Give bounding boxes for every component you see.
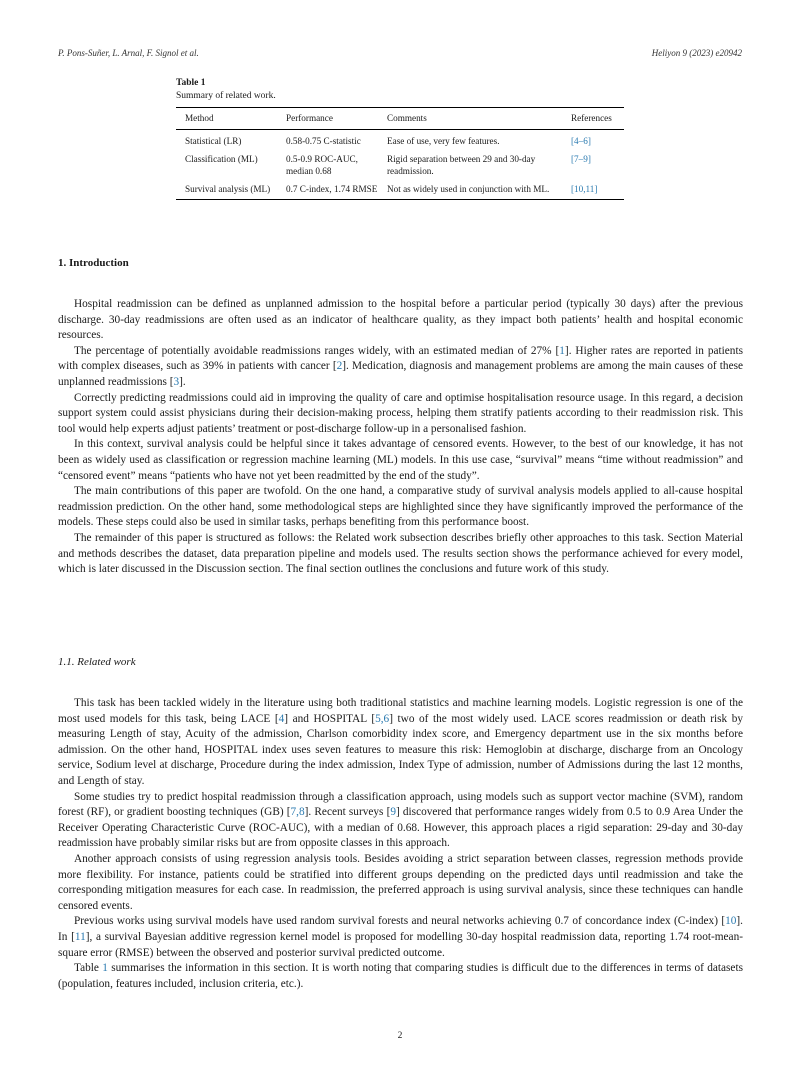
subsection-heading-related-work: 1.1. Related work: [58, 656, 136, 668]
reference-link[interactable]: [7–9]: [571, 154, 591, 164]
citation-link[interactable]: 11: [74, 930, 86, 943]
citation-link[interactable]: 2: [336, 360, 343, 373]
col-performance: Performance: [286, 113, 333, 123]
table-row: [176, 150, 624, 180]
table-header-row: [176, 108, 624, 130]
section-heading-introduction: 1. Introduction: [58, 257, 129, 269]
col-references: References: [571, 113, 612, 123]
citation-link[interactable]: 3: [173, 375, 180, 388]
introduction-body: [58, 297, 743, 578]
paragraph: Table 1 summarises the information in this section. It is worth noting that comparing studies is difficult due to the differences in terms of datasets (population, features included, inclusion criteria, etc.).: [58, 962, 743, 990]
cell-comments: Rigid separation between 29 and 30-day readmission.: [387, 154, 536, 176]
cell-method: Classification (ML): [185, 154, 258, 164]
paragraph: Previous works using survival models have used random survival forests and neural networks achieving 0.7 of concordance index (C-index) [10]. In [11], a survival Bayesian additive regression kernel model is proposed for modelling 30-day hospital readmission data, reporting 1.74 root-mean-square error (RMSE) between the observed and posterior survival predicted outcome.: [58, 915, 743, 959]
table-row: [176, 129, 624, 150]
table-subtitle: Summary of related work.: [176, 91, 276, 101]
cell-performance: 0.7 C-index, 1.74 RMSE: [286, 184, 378, 194]
header-journal: Heliyon 9 (2023) e20942: [651, 48, 742, 58]
paragraph: The main contributions of this paper are twofold. On the one hand, a comparative study of survival analysis models applied to all-cause hospital readmission prediction. On the other hand, some methodological steps are highlighted since they have significantly improved the performance of the models. These steps could also be used in similar tasks, perhaps benefiting from this performance boost.: [58, 485, 743, 529]
page-number: 2: [397, 1031, 403, 1041]
col-comments: Comments: [387, 113, 427, 123]
paragraph: The remainder of this paper is structured as follows: the Related work subsection describes briefly other approaches to this task. Section Material and methods describes the dataset, data preparation pipeline and models used. The results section shows the performance achieved for every model, which is later discussed in the Discussion section. The final section outlines the conclusions and future work of this study.: [58, 531, 743, 576]
cell-comments: Not as widely used in conjunction with ML.: [387, 184, 550, 194]
table-1: [176, 77, 624, 200]
related-work-body: [58, 696, 743, 992]
citation-link[interactable]: 7,8: [290, 806, 305, 819]
cell-method: Survival analysis (ML): [185, 184, 271, 194]
table-reference-link[interactable]: 1: [102, 962, 108, 975]
citation-link[interactable]: 1: [559, 344, 565, 357]
paragraph: The percentage of potentially avoidable readmissions ranges widely, with an estimated median of 27% [1]. Higher rates are reported in patients with complex diseases, such as 39% in patients with cancer [2]. Medication, diagnosis and management problems are among the main causes of these unplanned readmissions [3].: [58, 344, 743, 388]
paragraph: This task has been tackled widely in the literature using both traditional statistics and machine learning models. Logistic regression is one of the most used models for this task, being LACE [4] and HOSPITAL [5,6] two of the most widely used. LACE scores readmission or death risk by measuring Length of stay, Acuity of the admission, Charlson comorbidity index score, and Emergency department use in the six months before admission. On the other hand, HOSPITAL index uses seven features to measure this risk: Hemoglobin at discharge, discharge from an Oncology service, Sodium level at discharge, Procedure during the index admission, Index Type of admission, number of Admissions during the last 12 months, and Length of stay.: [58, 697, 744, 787]
paragraph: Hospital readmission can be defined as unplanned admission to the hospital before a particular period (typically 30 days) after the previous discharge. 30-day readmissions are often used as an indicator of healthcare quality, as they impact both patients’ health and hospital economic resources.: [58, 298, 743, 342]
related-work-table: [176, 107, 624, 200]
table-caption: Table 1: [176, 78, 206, 88]
cell-references: [562, 129, 624, 150]
cell-method: Statistical (LR): [185, 135, 242, 146]
citation-link[interactable]: 10: [725, 915, 737, 928]
citation-link[interactable]: 5,6: [375, 712, 390, 725]
paragraph: Another approach consists of using regression analysis tools. Besides avoiding a strict separation between classes, regression methods provide more flexibility. For instance, patients could be stratified into different groups depending on the predicted days until readmission and take the corresponding mitigation measures for each case. In readmission, the preferred approach is using survival analysis, since these techniques can handle censored events.: [58, 852, 743, 912]
running-header: [58, 48, 742, 62]
table-row: [176, 180, 624, 199]
header-authors: P. Pons-Suñer, L. Arnal, F. Signol et al.: [58, 48, 199, 58]
paragraph: Correctly predicting readmissions could aid in improving the quality of care and optimise hospitalisation resource usage. In this regard, a decision support system could assist physicians during their decision-making process, helping them stratify patients according to their readmission risk. This tool would help experts adjust patients’ treatment or post-discharge follow-up in a personalised fashion.: [58, 391, 743, 435]
cell-references: [562, 150, 624, 180]
citation-link[interactable]: 4: [278, 712, 285, 725]
citation-link[interactable]: 9: [390, 806, 396, 819]
paragraph: Some studies try to predict hospital readmission through a classification approach, using models such as support vector machine (SVM), random forest (RF), or gradient boosting techniques (GB) [7,8]. Recent surveys [9] discovered that performance ranges widely from 0.5 to 0.9 Area Under the Receiver Operating Characteristic Curve (ROC-AUC), with a median of 0.68. However, this approach places a rigid separation: 29-day and 30-day readmission have probably similar risks but are from opposite classes in this approach.: [58, 790, 743, 850]
cell-comments: Ease of use, very few features.: [387, 135, 500, 146]
cell-performance: 0.58-0.75 C-statistic: [286, 135, 361, 146]
reference-link[interactable]: [4–6]: [571, 135, 591, 146]
cell-performance: 0.5-0.9 ROC-AUC, median 0.68: [286, 154, 358, 176]
reference-link[interactable]: [10,11]: [571, 184, 598, 194]
paragraph: In this context, survival analysis could be helpful since it takes advantage of censored events. However, to the best of our knowledge, it has not been as widely used as classification or regression machine learning (ML) models. In this use case, “survival” means “time without readmission” and “censored event” means “patients who have not yet been readmitted by the end of the study”.: [58, 438, 743, 482]
col-method: Method: [185, 113, 214, 123]
cell-references: [562, 180, 624, 199]
